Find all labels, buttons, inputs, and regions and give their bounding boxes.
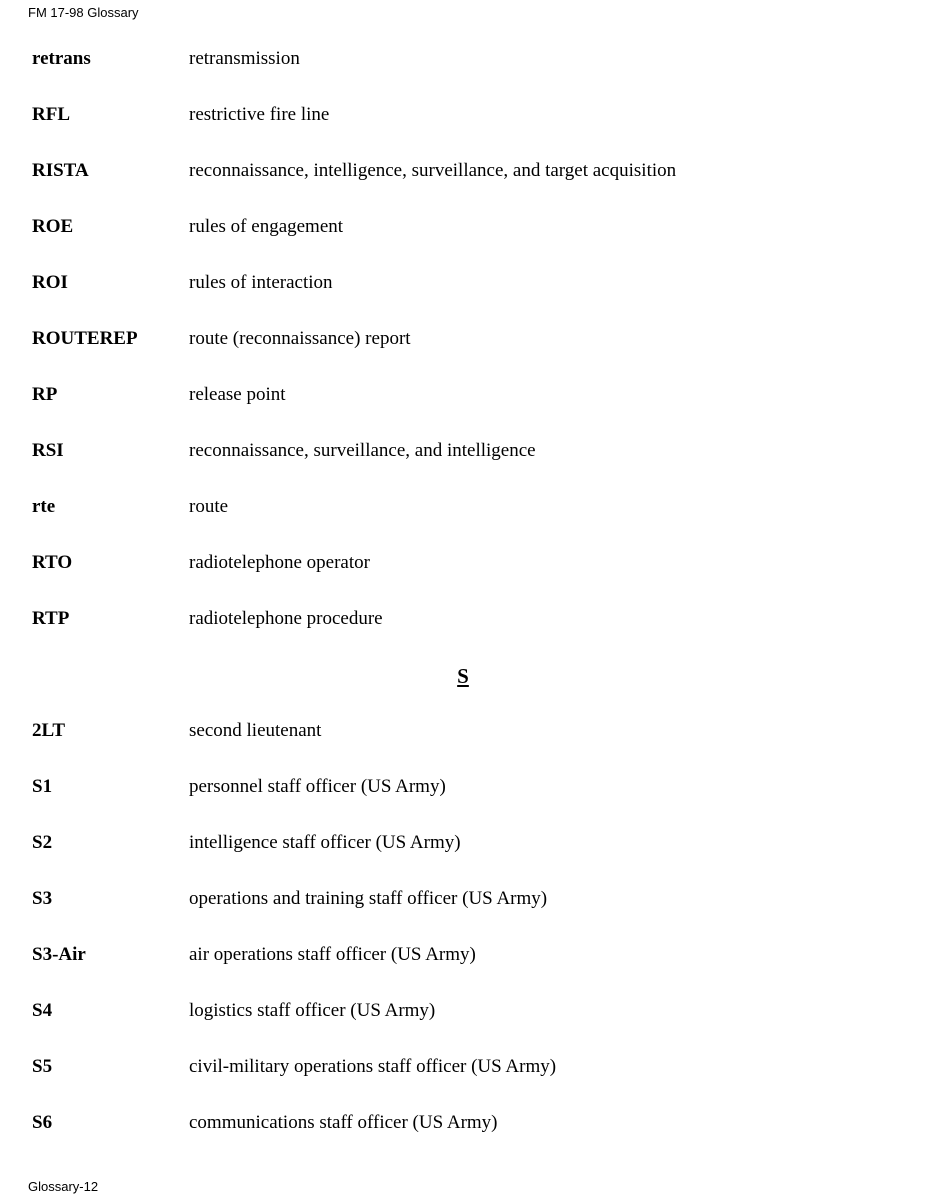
running-header: FM 17-98 Glossary xyxy=(28,5,139,20)
glossary-term: ROUTEREP xyxy=(32,328,138,349)
glossary-term: RTO xyxy=(32,552,73,573)
glossary-entry xyxy=(0,493,926,521)
glossary-term: RTP xyxy=(32,608,70,629)
glossary-term: RISTA xyxy=(32,160,89,181)
glossary-definition: restrictive fire line xyxy=(189,104,330,125)
glossary-term: ROE xyxy=(32,216,74,237)
glossary-term: RP xyxy=(32,384,58,405)
glossary-definition: radiotelephone operator xyxy=(189,552,370,573)
glossary-entry xyxy=(0,157,926,185)
glossary-entry xyxy=(0,773,926,801)
glossary-definition: air operations staff officer (US Army) xyxy=(189,944,476,965)
glossary-definition: communications staff officer (US Army) xyxy=(189,1112,498,1133)
glossary-term: S3 xyxy=(32,888,53,909)
glossary-term: S2 xyxy=(32,832,53,853)
glossary-definition: release point xyxy=(189,384,286,405)
glossary-definition: reconnaissance, surveillance, and intelligence xyxy=(189,440,536,461)
glossary-term: S6 xyxy=(32,1112,53,1133)
glossary-term: S4 xyxy=(32,1000,53,1021)
running-footer: Glossary-12 xyxy=(28,1179,99,1194)
glossary-definition: radiotelephone procedure xyxy=(189,608,383,629)
glossary-entry xyxy=(0,381,926,409)
glossary-term: RSI xyxy=(32,440,64,461)
glossary-entry xyxy=(0,605,926,633)
glossary-entry xyxy=(0,829,926,857)
glossary-entry xyxy=(0,549,926,577)
glossary-term: 2LT xyxy=(32,720,66,741)
glossary-definition: retransmission xyxy=(189,48,300,69)
glossary-definition: civil-military operations staff officer (US Army) xyxy=(189,1056,557,1077)
glossary-term: S5 xyxy=(32,1056,53,1077)
glossary-entry xyxy=(0,1053,926,1081)
glossary-definition: personnel staff officer (US Army) xyxy=(189,776,446,797)
glossary-term: S3-Air xyxy=(32,944,86,965)
glossary-term: S1 xyxy=(32,776,53,797)
glossary-entry xyxy=(0,101,926,129)
section-heading-s: S xyxy=(457,664,469,688)
glossary-definition: route (reconnaissance) report xyxy=(189,328,411,349)
glossary-entry xyxy=(0,269,926,297)
glossary-entry xyxy=(0,437,926,465)
glossary-entry xyxy=(0,717,926,745)
glossary-term: ROI xyxy=(32,272,68,293)
glossary-entry xyxy=(0,213,926,241)
glossary-definition: rules of interaction xyxy=(189,272,333,293)
glossary-entry xyxy=(0,1109,926,1137)
glossary-definition: intelligence staff officer (US Army) xyxy=(189,832,461,853)
glossary-definition: rules of engagement xyxy=(189,216,344,237)
glossary-definition: reconnaissance, intelligence, surveillance, and target acquisition xyxy=(189,160,677,181)
glossary-entry xyxy=(0,885,926,913)
glossary-definition: logistics staff officer (US Army) xyxy=(189,1000,436,1021)
glossary-entry xyxy=(0,45,926,73)
glossary-entry xyxy=(0,325,926,353)
glossary-definition: operations and training staff officer (US Army) xyxy=(189,888,548,909)
glossary-definition: route xyxy=(189,496,229,517)
glossary-term: retrans xyxy=(32,48,91,69)
glossary-entry xyxy=(0,997,926,1025)
glossary-entry xyxy=(0,941,926,969)
glossary-definition: second lieutenant xyxy=(189,720,322,741)
glossary-term: rte xyxy=(32,496,56,517)
glossary-term: RFL xyxy=(32,104,70,125)
